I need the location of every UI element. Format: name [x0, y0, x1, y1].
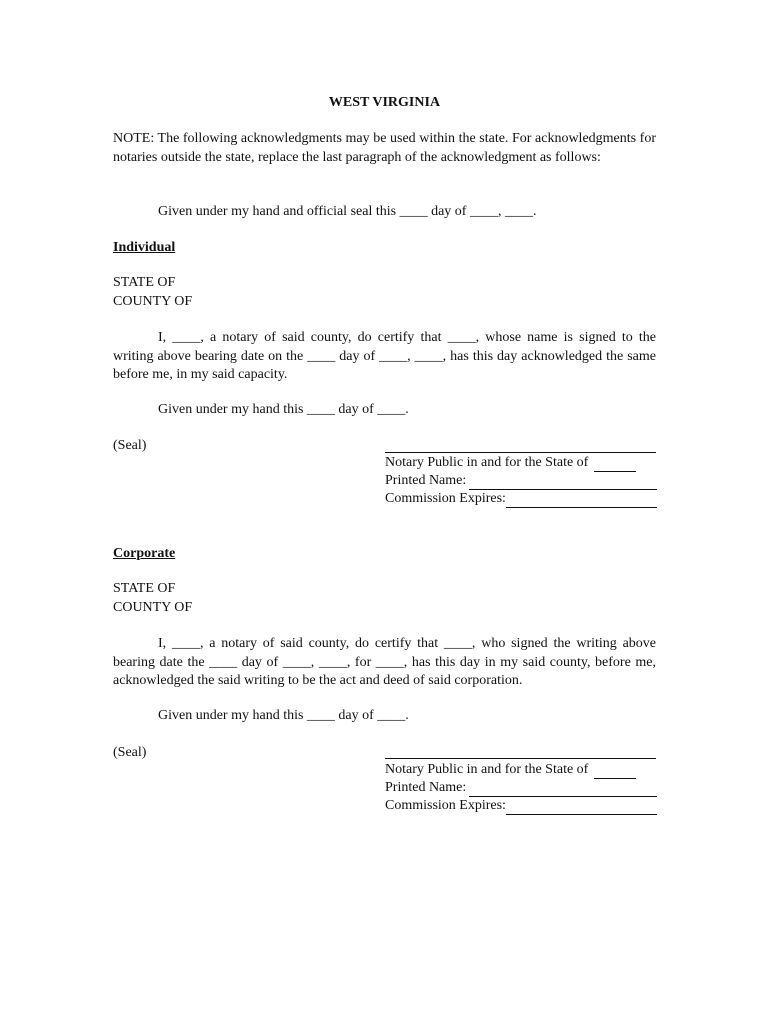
individual-printed-name-row: [385, 472, 657, 490]
individual-commission-field[interactable]: [506, 493, 657, 508]
individual-seal-label: (Seal): [113, 438, 147, 453]
corporate-notary-state-row: [385, 761, 657, 779]
individual-body: I, ____, a notary of said county, do certify that ____, whose name is signed to the writing above bearing date on the ____ day of ____, ____, has this day acknowledged the same before me, in my said capacity.: [113, 330, 656, 382]
corporate-notary-state-field[interactable]: [594, 764, 636, 779]
corporate-county-label: COUNTY OF: [113, 600, 193, 615]
individual-signature-line: [385, 452, 656, 453]
individual-county-label: COUNTY OF: [113, 294, 193, 309]
individual-printed-name-label: Printed Name:: [385, 473, 467, 488]
individual-printed-name-field[interactable]: [469, 475, 657, 490]
individual-given-line: Given under my hand this ____ day of ____.: [158, 402, 409, 417]
individual-heading: Individual: [113, 240, 176, 255]
given-seal-line: Given under my hand and official seal this ____ day of ____, ____.: [158, 204, 537, 219]
corporate-printed-name-field[interactable]: [469, 782, 657, 797]
individual-notary-state-field[interactable]: [594, 457, 636, 472]
individual-commission-row: [385, 490, 657, 508]
corporate-given-line: Given under my hand this ____ day of ____.: [158, 708, 409, 723]
note-paragraph: NOTE: The following acknowledgments may be used within the state. For acknowledgments for notaries outside the state, replace the last paragraph of the acknowledgment as follows:: [113, 131, 656, 165]
corporate-state-label: STATE OF: [113, 581, 176, 596]
corporate-heading: Corporate: [113, 546, 176, 561]
corporate-printed-name-label: Printed Name:: [385, 780, 467, 795]
individual-notary-state-label: Notary Public in and for the State of: [385, 455, 589, 470]
individual-commission-label: Commission Expires:: [385, 491, 506, 506]
individual-notary-state-row: [385, 454, 657, 472]
document-title: WEST VIRGINIA: [328, 95, 441, 110]
corporate-printed-name-row: [385, 779, 657, 797]
corporate-commission-field[interactable]: [506, 800, 657, 815]
corporate-signature-line: [385, 758, 656, 759]
corporate-seal-label: (Seal): [113, 745, 147, 760]
corporate-notary-state-label: Notary Public in and for the State of: [385, 762, 589, 777]
corporate-body: I, ____, a notary of said county, do certify that ____, who signed the writing above bearing date the ____ day of ____, ____, for ____, has this day in my said county, before me, acknowledged the said writing to be the act and deed of said corporation.: [113, 636, 656, 688]
individual-state-label: STATE OF: [113, 275, 176, 290]
corporate-commission-label: Commission Expires:: [385, 798, 506, 813]
corporate-commission-row: [385, 797, 657, 815]
